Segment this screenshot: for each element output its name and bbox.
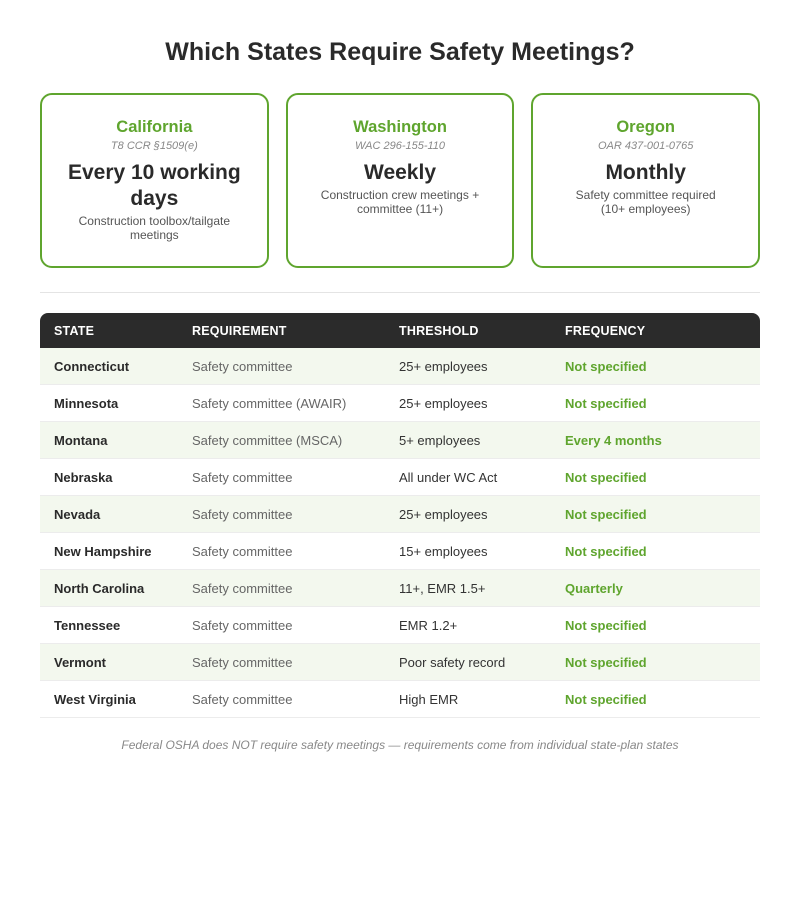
card-frequency: Weekly bbox=[364, 161, 436, 184]
cell-state: Tennessee bbox=[54, 617, 121, 633]
card-state-name: California bbox=[116, 118, 193, 136]
cell-requirement: Safety committee (AWAIR) bbox=[192, 395, 347, 411]
card-citation: T8 CCR §1509(e) bbox=[110, 140, 198, 152]
state-requirements-table bbox=[40, 313, 760, 718]
cell-requirement: Safety committee bbox=[192, 469, 293, 485]
cell-requirement: Safety committee bbox=[192, 358, 293, 374]
card-description: Construction toolbox/tailgate meetings bbox=[78, 214, 231, 242]
header-requirement: REQUIREMENT bbox=[192, 323, 287, 338]
cell-state: Connecticut bbox=[54, 358, 130, 374]
cell-threshold: 5+ employees bbox=[399, 432, 481, 448]
header-frequency: FREQUENCY bbox=[565, 323, 646, 338]
cell-state: North Carolina bbox=[54, 580, 145, 596]
card-washington bbox=[286, 93, 515, 268]
cell-threshold: High EMR bbox=[399, 691, 459, 707]
footnote: Federal OSHA does NOT require safety meetings — requirements come from individual state-plan states bbox=[121, 738, 679, 752]
page-title: Which States Require Safety Meetings? bbox=[165, 38, 635, 66]
cell-frequency: Quarterly bbox=[565, 580, 623, 596]
header-threshold: THRESHOLD bbox=[399, 323, 479, 338]
table-row bbox=[40, 385, 760, 422]
cell-frequency: Not specified bbox=[565, 506, 647, 522]
cell-state: Montana bbox=[54, 432, 108, 448]
table-row bbox=[40, 570, 760, 607]
cell-state: West Virginia bbox=[54, 691, 136, 707]
section-divider bbox=[40, 292, 760, 293]
table-header bbox=[40, 313, 760, 348]
cell-threshold: EMR 1.2+ bbox=[399, 617, 458, 633]
cell-requirement: Safety committee bbox=[192, 617, 293, 633]
cell-threshold: All under WC Act bbox=[399, 469, 498, 485]
cell-state: Vermont bbox=[54, 654, 107, 670]
cell-threshold: 25+ employees bbox=[399, 395, 488, 411]
featured-states-cards bbox=[40, 93, 760, 268]
table-row bbox=[40, 681, 760, 718]
card-frequency: Monthly bbox=[605, 161, 686, 184]
header-state: STATE bbox=[54, 323, 95, 338]
table-row bbox=[40, 607, 760, 644]
cell-frequency: Not specified bbox=[565, 543, 647, 559]
card-state-name: Oregon bbox=[616, 118, 676, 136]
table-row bbox=[40, 459, 760, 496]
cell-frequency: Not specified bbox=[565, 358, 647, 374]
cell-state: Minnesota bbox=[54, 395, 119, 411]
card-frequency: Every 10 working days bbox=[67, 161, 241, 210]
cell-frequency: Not specified bbox=[565, 691, 647, 707]
cell-state: New Hampshire bbox=[54, 543, 152, 559]
card-description: Construction crew meetings + committee (11+) bbox=[320, 188, 480, 216]
cell-requirement: Safety committee bbox=[192, 654, 293, 670]
cell-frequency: Not specified bbox=[565, 395, 647, 411]
table-row bbox=[40, 644, 760, 681]
table-row bbox=[40, 496, 760, 533]
cell-threshold: Poor safety record bbox=[399, 654, 506, 670]
cell-requirement: Safety committee bbox=[192, 543, 293, 559]
cell-frequency: Not specified bbox=[565, 654, 647, 670]
cell-frequency: Not specified bbox=[565, 617, 647, 633]
cell-requirement: Safety committee bbox=[192, 691, 293, 707]
cell-threshold: 25+ employees bbox=[399, 506, 488, 522]
cell-threshold: 11+, EMR 1.5+ bbox=[399, 580, 486, 596]
cell-threshold: 15+ employees bbox=[399, 543, 488, 559]
card-california bbox=[40, 93, 269, 268]
card-description: Safety committee required (10+ employees) bbox=[575, 188, 716, 216]
cell-threshold: 25+ employees bbox=[399, 358, 488, 374]
table-row bbox=[40, 422, 760, 459]
card-state-name: Washington bbox=[353, 118, 447, 136]
cell-requirement: Safety committee (MSCA) bbox=[192, 432, 343, 448]
cell-state: Nebraska bbox=[54, 469, 113, 485]
table-row bbox=[40, 533, 760, 570]
cell-requirement: Safety committee bbox=[192, 506, 293, 522]
card-oregon bbox=[531, 93, 760, 268]
cell-requirement: Safety committee bbox=[192, 580, 293, 596]
cell-frequency: Not specified bbox=[565, 469, 647, 485]
cell-frequency: Every 4 months bbox=[565, 432, 662, 448]
table-row bbox=[40, 348, 760, 385]
card-citation: OAR 437-001-0765 bbox=[597, 140, 694, 152]
cell-state: Nevada bbox=[54, 506, 101, 522]
card-citation: WAC 296-155-110 bbox=[354, 140, 446, 152]
